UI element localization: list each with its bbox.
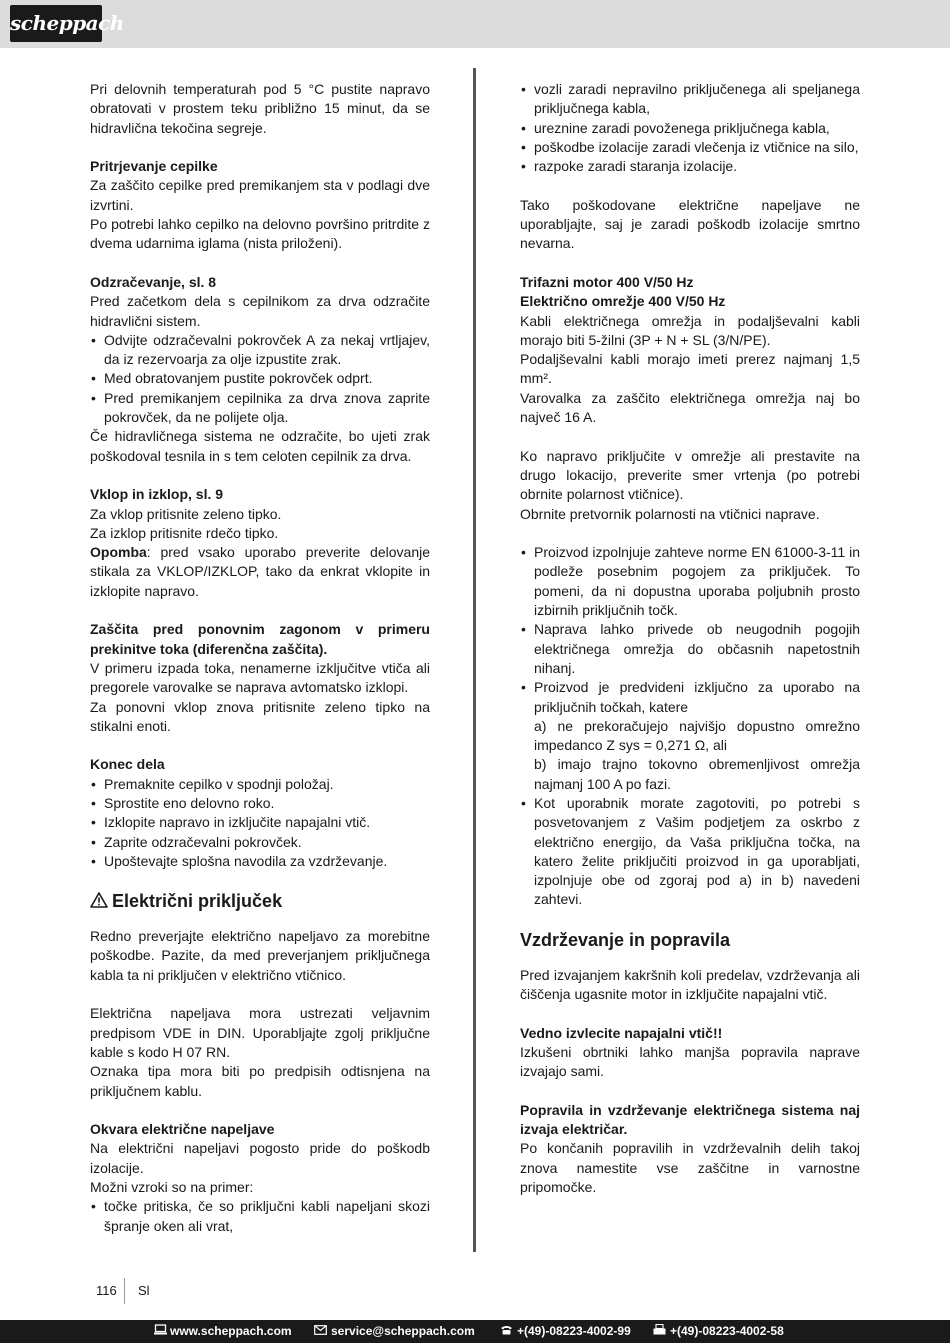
fax-number[interactable]: +(49)-08223-4002-58	[670, 1324, 784, 1338]
list-item: • Premaknite cepilko v spodnji položaj.	[90, 775, 430, 794]
electrical-connection-title-text: Električni priključek	[112, 891, 283, 912]
venting-paragraph-2: Če hidravličnega sistema ne odzračite, bo ujeti zrak poškodoval tesnila in s tem celoten cepilnik za drva.	[90, 428, 430, 464]
warning-icon	[90, 892, 108, 908]
list-item	[520, 678, 860, 794]
restart-paragraph-2: Za ponovni vklop znova pritisnite zeleno tipko na stikalni enoti.	[90, 698, 430, 734]
restart-protection-heading: Zaščita pred ponovnim zagonom v primeru prekinitve toka (diferenčna zaščita).	[90, 621, 430, 657]
norm-list	[520, 543, 860, 910]
list-item: • Odvijte odzračevalni pokrovček A za nekaj vrtljajev, da iz rezervoarja za olje izpustite zrak.	[90, 331, 430, 370]
list-item: • Naprava lahko privede ob neugodnih pogojih električnega omrežja do občasnih napetostnih nihanj.	[520, 620, 860, 678]
list-item: • Proizvod izpolnjuje zahteve norme EN 61000-3-11 in podleže posebnim pogojem za priključek. To pomeni, da ni dopustna uporaba poljubnih prosto izbirnih priključnih točk.	[520, 543, 860, 620]
motor-paragraph-3: Varovalka za zaščito električnega omrežja naj bo največ 16 A.	[520, 389, 860, 426]
list-item: • Upoštevajte splošna navodila za vzdrževanje.	[90, 852, 430, 871]
fault-causes-list-continued	[520, 80, 860, 176]
plug-heading: Vedno izvlecite napajalni vtič!!	[520, 1024, 723, 1041]
end-of-work-heading: Konec dela	[90, 756, 165, 773]
list-item: • Izklopite napravo in izključite napajalni vtič.	[90, 813, 430, 832]
fault-heading: Okvara električne napeljave	[90, 1121, 275, 1138]
maintenance-title: Vzdrževanje in popravila	[520, 929, 731, 950]
fault-paragraph-2: Možni vzroki so na primer:	[90, 1179, 254, 1196]
fault-warning-paragraph: Tako poškodovane električne napeljave ne uporabljajte, saj je zaradi poškodb izolacije smrtno nevarna.	[520, 196, 860, 252]
venting-list	[90, 331, 430, 427]
list-item: • Pred premikanjem cepilnika za drva znova zaprite pokrovček, da ne polijete olja.	[90, 389, 430, 428]
mail-icon	[314, 1320, 327, 1343]
computer-icon	[154, 1320, 167, 1343]
motor-paragraph-2: Podaljševalni kabli morajo imeti prerez najmanj 1,5 mm².	[520, 351, 860, 387]
note-text: : pred vsako uporabo preverite delovanje stikala za VKLOP/IZKLOP, tako da enkrat vklopite in izklopite napravo.	[90, 544, 430, 599]
list-item: • točke pritiska, če so priključni kabli napeljani skozi špranje oken ali vrat,	[90, 1197, 430, 1236]
list-sub-item-a: a) ne prekoračujejo najvišjo dopustno omrežno impedanco Z sys = 0,271 Ω, ali	[534, 717, 860, 754]
list-sub-item-b: b) imajo trajno tokovno obremenljivost omrežja najmanj 100 A po fazi.	[534, 756, 860, 792]
page-number-separator	[124, 1278, 125, 1304]
fault-causes-list	[90, 1197, 430, 1236]
scheppach-logo: scheppach	[10, 5, 102, 42]
fixing-paragraph-1: Za zaščito cepilke pred premikanjem sta v podlagi dve izvrtini.	[90, 177, 430, 213]
right-column	[520, 80, 860, 1197]
connect-paragraph-2: Obrnite pretvornik polarnosti na vtičnici naprave.	[520, 505, 820, 522]
list-item: • poškodbe izolacije zaradi vlečenja iz vtičnice na silo,	[520, 138, 860, 157]
on-off-paragraph-2: Za izklop pritisnite rdečo tipko.	[90, 524, 279, 541]
repair-heading: Popravila in vzdrževanje električnega sistema naj izvaja električar.	[520, 1101, 860, 1138]
venting-heading: Odzračevanje, sl. 8	[90, 273, 217, 290]
on-off-note	[90, 543, 430, 601]
header-bar	[0, 0, 950, 48]
electrical-connection-title	[90, 889, 430, 927]
email-link[interactable]: service@scheppach.com	[331, 1324, 475, 1338]
temperature-paragraph: Pri delovnih temperaturah pod 5 °C pustite napravo obratovati v prostem teku približno 15 minut, da se hidravlična tekočina segreje.	[90, 81, 430, 136]
list-item: • vozli zaradi nepravilno priključenega ali speljanega priključnega kabla,	[520, 80, 860, 119]
list-item: • Sprostite eno delovno roko.	[90, 794, 430, 813]
on-off-paragraph-1: Za vklop pritisnite zeleno tipko.	[90, 505, 282, 522]
list-item: • Med obratovanjem pustite pokrovček odprt.	[90, 369, 430, 388]
mains-heading: Električno omrežje 400 V/50 Hz	[520, 293, 726, 310]
column-divider	[473, 68, 476, 1252]
footer-bar	[0, 1320, 950, 1343]
list-item-text: • Proizvod je predvideni izključno za uporabo na priključnih točkah, katere	[534, 679, 860, 715]
fault-paragraph-1: Na električni napeljavi pogosto pride do poškodb izolacije.	[90, 1140, 430, 1176]
page-language: Sl	[138, 1283, 150, 1298]
fixing-heading: Pritrjevanje cepilke	[90, 158, 218, 175]
left-column	[90, 80, 430, 1236]
note-label: Opomba	[90, 544, 147, 561]
end-of-work-list	[90, 775, 430, 871]
connect-paragraph-1: Ko napravo priključite v omrežje ali prestavite na drugo lokacijo, preverite smer vrtenja (po potrebi obrnite polarnost vtičnice).	[520, 447, 860, 503]
fax-icon	[653, 1320, 666, 1343]
phone-icon	[500, 1320, 513, 1343]
website-link[interactable]: www.scheppach.com	[170, 1324, 292, 1338]
list-item: • ureznine zaradi povoženega priključnega kabla,	[520, 119, 860, 138]
electrical-paragraph-1: Redno preverjajte električno napeljavo za morebitne poškodbe. Pazite, da med preverjanjem priključnega kabla ta ni priključen v električno vtičnico.	[90, 928, 430, 983]
motor-paragraph-1: Kabli električnega omrežja in podaljševalni kabli morajo biti 5-žilni (3P + N + SL (3/N/PE).	[520, 312, 860, 348]
list-item: • razpoke zaradi staranja izolacije.	[520, 157, 860, 176]
electrical-paragraph-2: Električna napeljava mora ustrezati veljavnim predpisom VDE in DIN. Uporabljajte zgolj priključne kable s kodo H 07 RN.	[90, 1005, 430, 1060]
motor-heading: Trifazni motor 400 V/50 Hz	[520, 273, 694, 290]
list-item: • Kot uporabnik morate zagotoviti, po potrebi s posvetovanjem z Vašim podjetjem za oskrbo z električno energijo, da Vaša priključna točka, na katero želite priključiti proizvod in ga uporabljati, izpolnjuje obe od zgoraj pod a) in b) navedeni zahtevi.	[520, 794, 860, 910]
phone-number[interactable]: +(49)-08223-4002-99	[517, 1324, 631, 1338]
electrical-paragraph-3: Oznaka tipa mora biti po predpisih odtisnjena na priključnem kablu.	[90, 1063, 430, 1099]
plug-paragraph: Izkušeni obrtniki lahko manjša popravila naprave izvajajo sami.	[520, 1043, 860, 1080]
list-item: • Zaprite odzračevalni pokrovček.	[90, 833, 430, 852]
on-off-heading: Vklop in izklop, sl. 9	[90, 486, 224, 503]
fixing-paragraph-2: Po potrebi lahko cepilko na delovno površino pritrdite z dvema udarnima iglama (nista priloženi).	[90, 216, 430, 252]
maintenance-paragraph: Pred izvajanjem kakršnih koli predelav, vzdrževanja ali čiščenja ugasnite motor in izključite napajalni vtič.	[520, 966, 860, 1003]
restart-paragraph-1: V primeru izpada toka, nenamerne izključitve vtiča ali pregorele varovalke se naprava avtomatsko izklopi.	[90, 659, 430, 696]
venting-paragraph: Pred začetkom dela s cepilnikom za drva odzračite hidravlični sistem.	[90, 293, 430, 329]
page-number: 116	[96, 1283, 117, 1298]
repair-paragraph: Po končanih popravilih in vzdrževalnih delih takoj znova namestite vse zaščitne in varnostne pripomočke.	[520, 1140, 860, 1196]
